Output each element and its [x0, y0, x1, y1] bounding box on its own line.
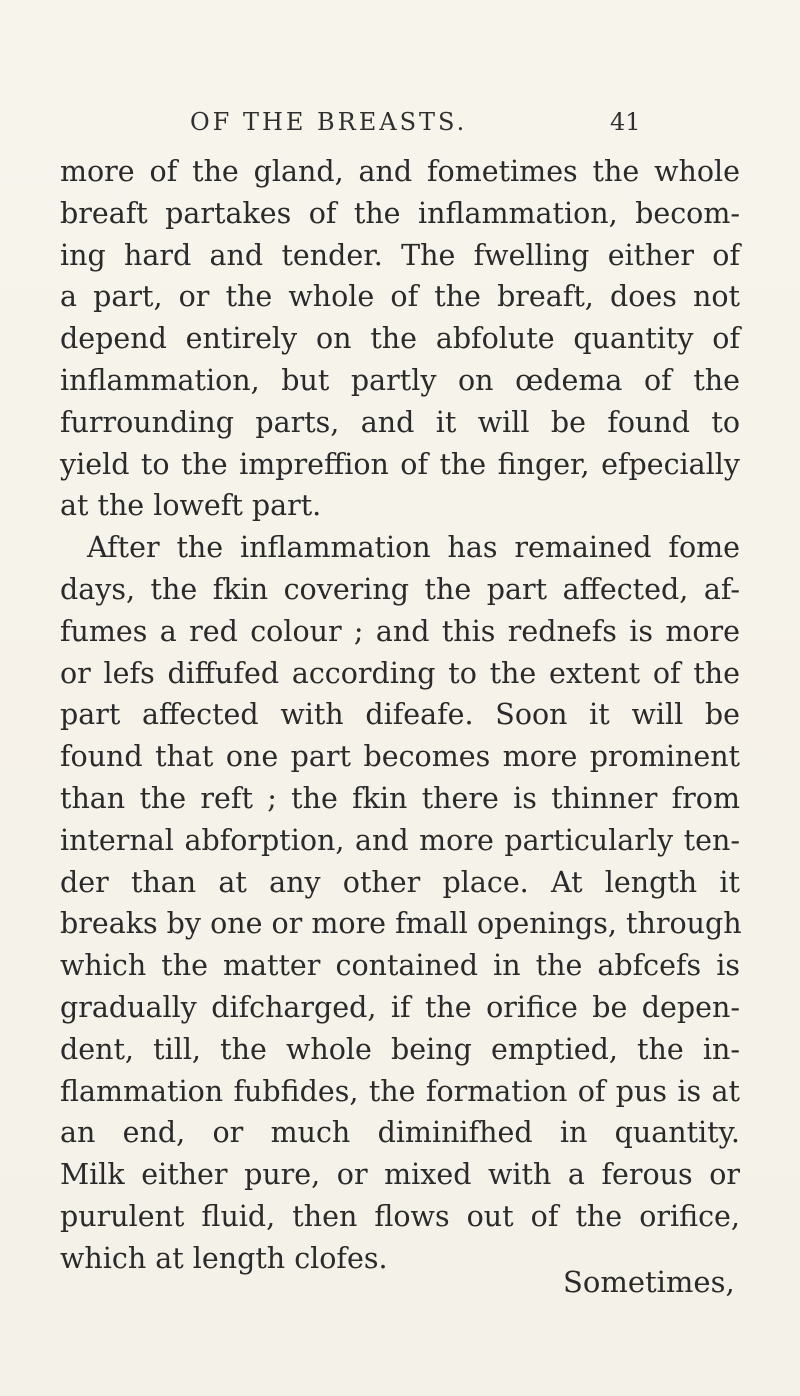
- text-line: found that one part becomes more prominent: [60, 740, 740, 774]
- text-line: more of the gland, and fometimes the whole: [60, 155, 740, 188]
- text-line: purulent fluid, then flows out of the orifice,: [60, 1199, 740, 1233]
- header-title: OF THE BREASTS.: [190, 108, 468, 136]
- text-line: gradually difcharged, if the orifice be depen-: [60, 990, 740, 1024]
- text-line: ing hard and tender. The fwelling either of: [60, 238, 740, 272]
- text-line: breaft partakes of the inflammation, becom-: [60, 196, 740, 230]
- text-line: or lefs diffufed according to the extent of the: [60, 656, 740, 690]
- catchword: Sometimes,: [563, 1265, 735, 1299]
- text-line: flammation fubfides, the formation of pus is at: [60, 1074, 740, 1108]
- text-line: Milk either pure, or mixed with a ferous or: [60, 1158, 740, 1192]
- text-line: furrounding parts, and it will be found to: [60, 405, 740, 439]
- text-line: days, the fkin covering the part affected, af-: [60, 572, 740, 606]
- text-line: depend entirely on the abfolute quantity of: [60, 322, 740, 356]
- text-line: dent, till, the whole being emptied, the in-: [60, 1032, 740, 1066]
- text-line: inflammation, but partly on œdema of the: [60, 363, 740, 397]
- text-line: After the inflammation has remained fome: [87, 531, 740, 565]
- text-line: which the matter contained in the abfcefs is: [60, 949, 740, 983]
- text-line: der than at any other place. At length it: [60, 865, 740, 899]
- text-line: fumes a red colour ; and this rednefs is more: [60, 614, 740, 648]
- text-line: an end, or much diminifhed in quantity.: [60, 1116, 740, 1150]
- text-line: breaks by one or more fmall openings, through: [60, 907, 742, 941]
- body-text: [60, 151, 740, 1280]
- text-line: a part, or the whole of the breaft, does not: [60, 280, 740, 314]
- text-line: internal abforption, and more particularly ten-: [60, 823, 740, 857]
- page-number: 41: [610, 108, 641, 136]
- text-line: at the loweft part.: [60, 489, 322, 523]
- text-line: which at length clofes.: [60, 1241, 388, 1275]
- text-line: than the reft ; the fkin there is thinner from: [60, 781, 740, 815]
- text-line: yield to the impreffion of the finger, efpecially: [60, 447, 740, 481]
- text-line: part affected with difeafe. Soon it will be: [60, 698, 740, 732]
- running-header: [190, 108, 690, 148]
